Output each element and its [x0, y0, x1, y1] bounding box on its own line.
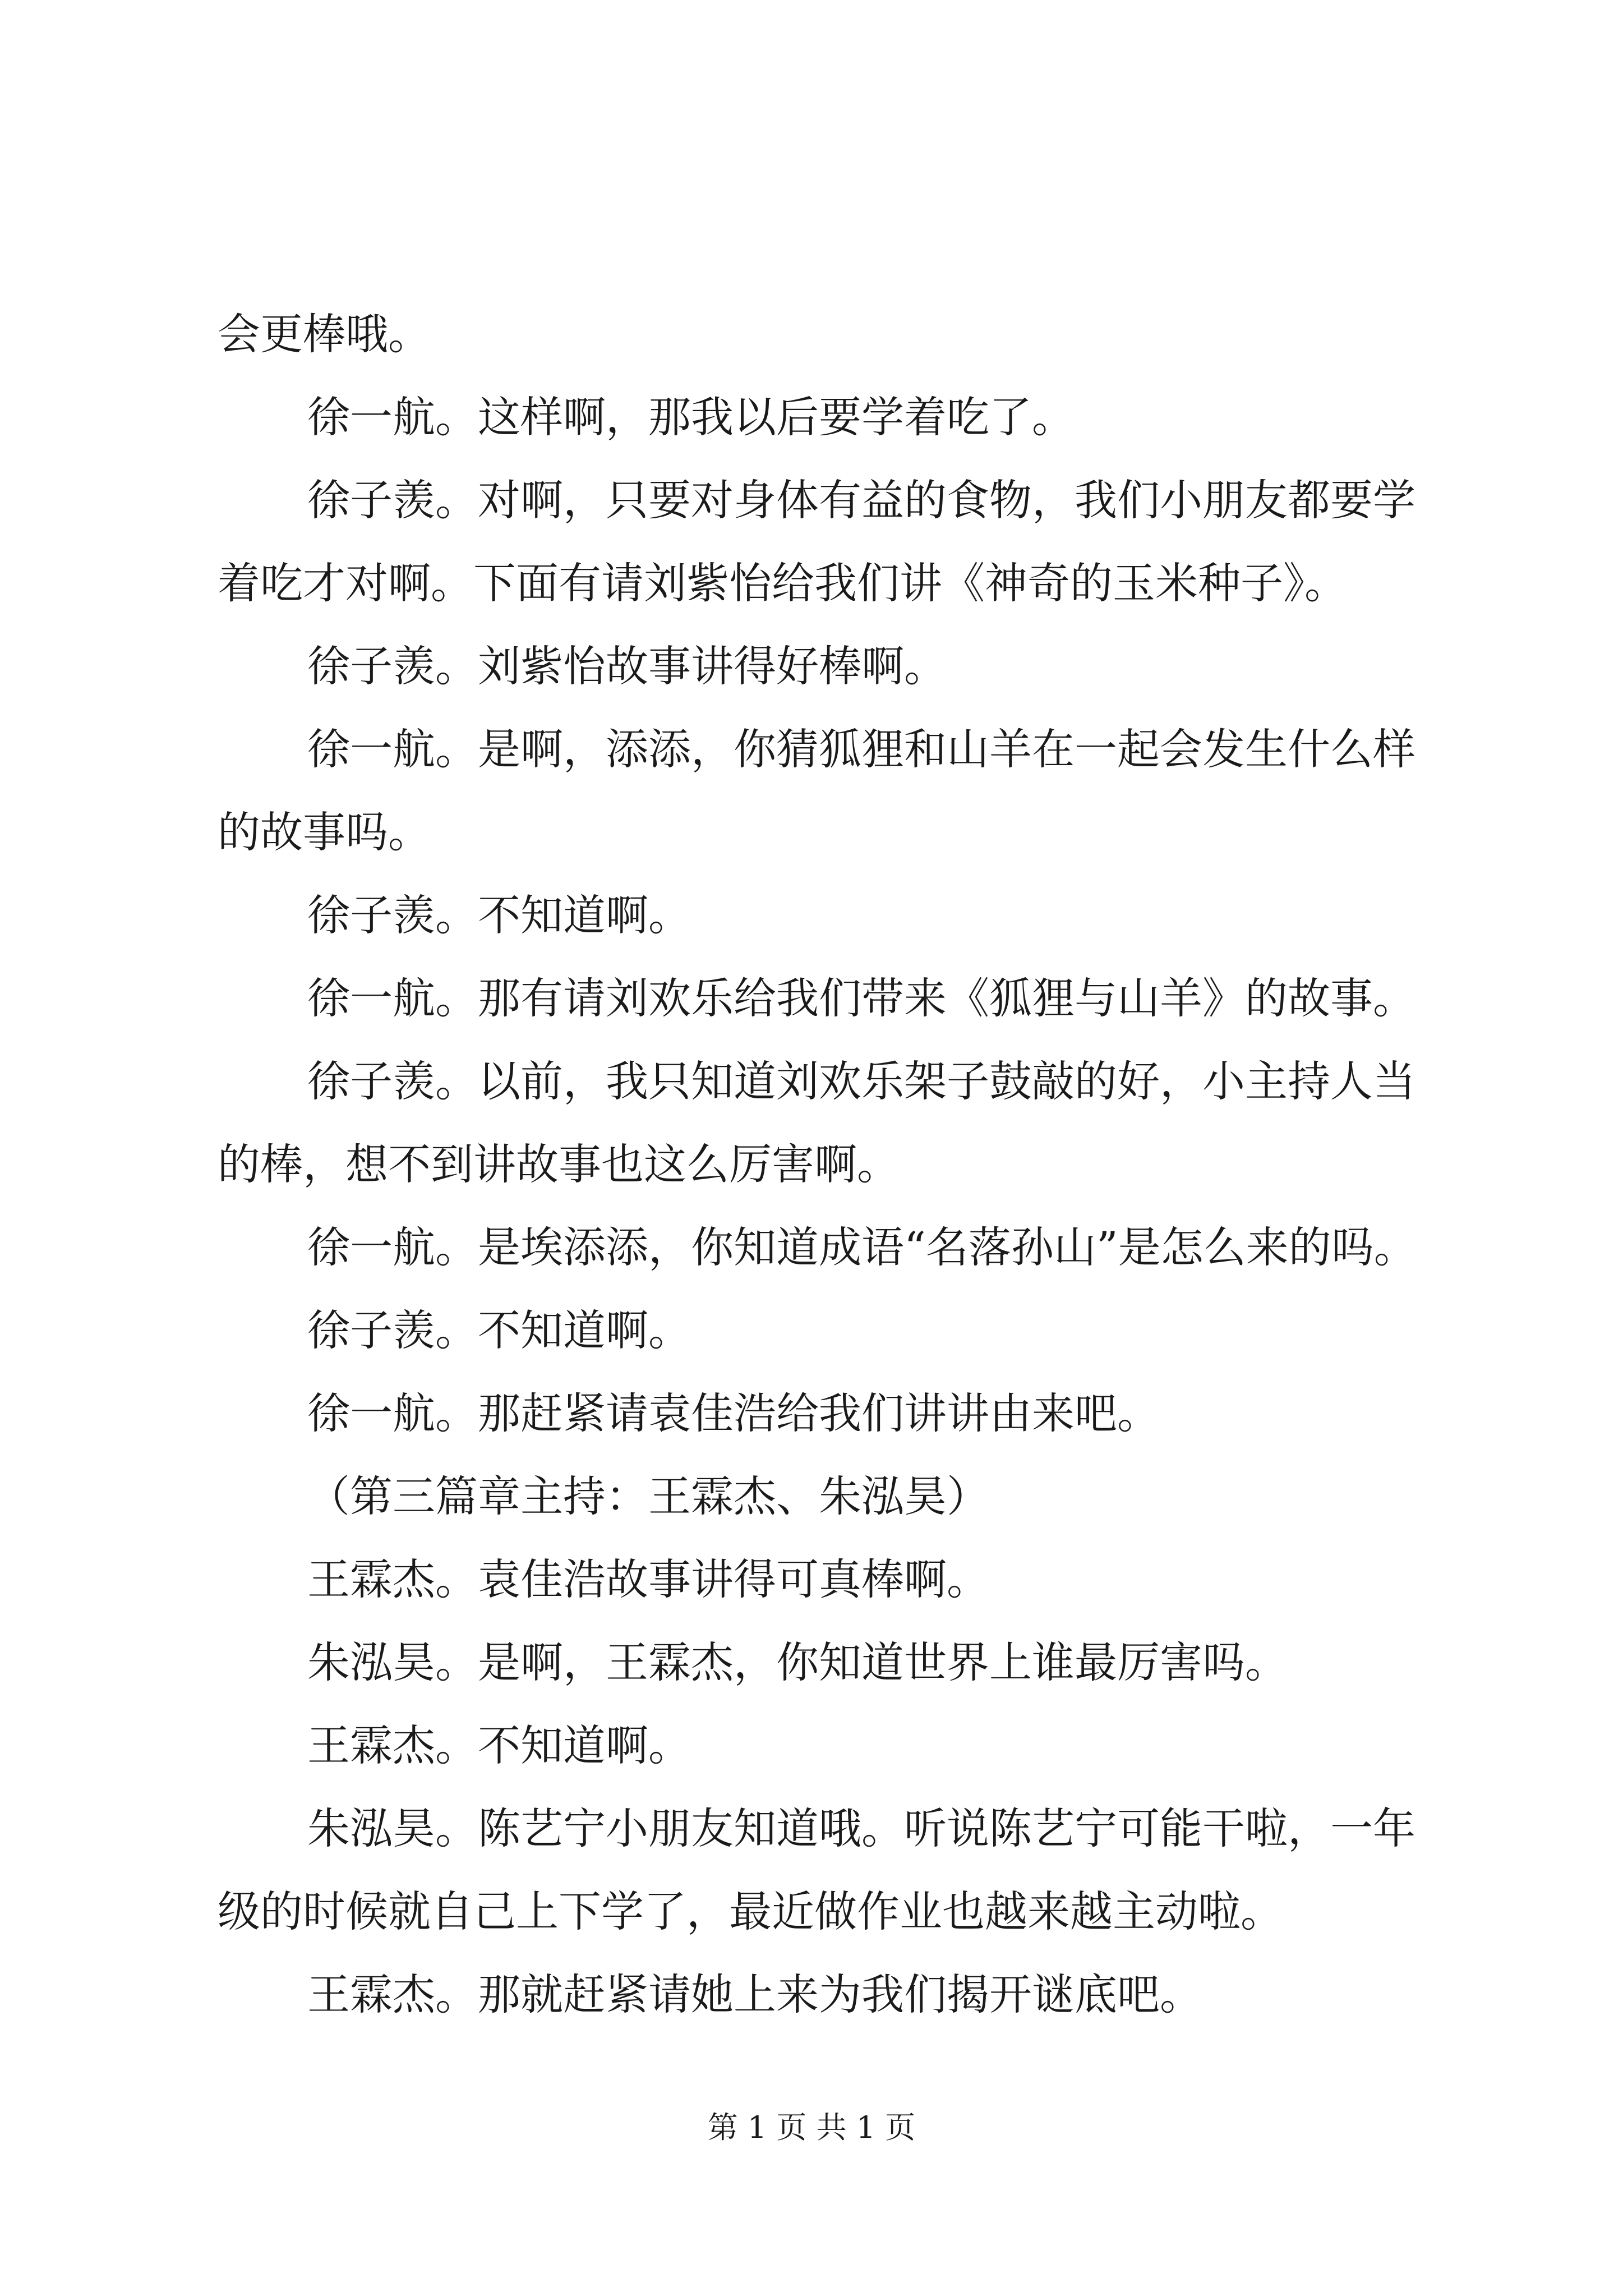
text-line: 会更棒哦。 [218, 309, 431, 359]
document-body [218, 293, 1423, 2036]
page-footer: 第 1 页 共 1 页 [707, 2110, 916, 2145]
text-line: （第三篇章主持：王霖杰、朱泓昊） [307, 1471, 989, 1521]
text-line: 朱泓昊。陈艺宁小朋友知道哦。听说陈艺宁可能干啦，一年 [307, 1803, 1415, 1853]
text-line: 着吃才对啊。下面有请刘紫怡给我们讲《神奇的玉米种子》。 [218, 558, 1347, 608]
text-line: 徐子羡。以前，我只知道刘欢乐架子鼓敲的好，小主持人当 [307, 1056, 1415, 1106]
text-line: 徐一航。是埃添添，你知道成语“名落孙山”是怎么来的吗。 [307, 1222, 1417, 1272]
text-line: 徐子羡。对啊，只要对身体有益的食物，我们小朋友都要学 [307, 475, 1415, 525]
text-line: 王霖杰。袁佳浩故事讲得可真棒啊。 [307, 1554, 989, 1604]
text-line: 徐子羡。不知道啊。 [307, 890, 691, 940]
text-line: 级的时候就自己上下学了，最近做作业也越来越主动啦。 [218, 1887, 1283, 1936]
text-line: 徐一航。这样啊，那我以后要学着吃了。 [307, 392, 1075, 442]
text-line: 徐一航。那赶紧请袁佳浩给我们讲讲由来吧。 [307, 1388, 1160, 1438]
text-line: 王霖杰。不知道啊。 [307, 1720, 691, 1770]
text-line: 朱泓昊。是啊，王霖杰，你知道世界上谁最厉害吗。 [307, 1637, 1288, 1687]
text-line: 的故事吗。 [218, 807, 431, 857]
text-line: 徐子羡。刘紫怡故事讲得好棒啊。 [307, 641, 947, 691]
text-line: 徐子羡。不知道啊。 [307, 1305, 691, 1355]
text-line: 王霖杰。那就赶紧请她上来为我们揭开谜底吧。 [307, 1970, 1202, 2019]
text-line: 徐一航。是啊，添添，你猜狐狸和山羊在一起会发生什么样 [307, 724, 1415, 774]
text-line: 徐一航。那有请刘欢乐给我们带来《狐狸与山羊》的故事。 [307, 973, 1415, 1023]
text-line: 的棒，想不到讲故事也这么厉害啊。 [218, 1139, 900, 1189]
